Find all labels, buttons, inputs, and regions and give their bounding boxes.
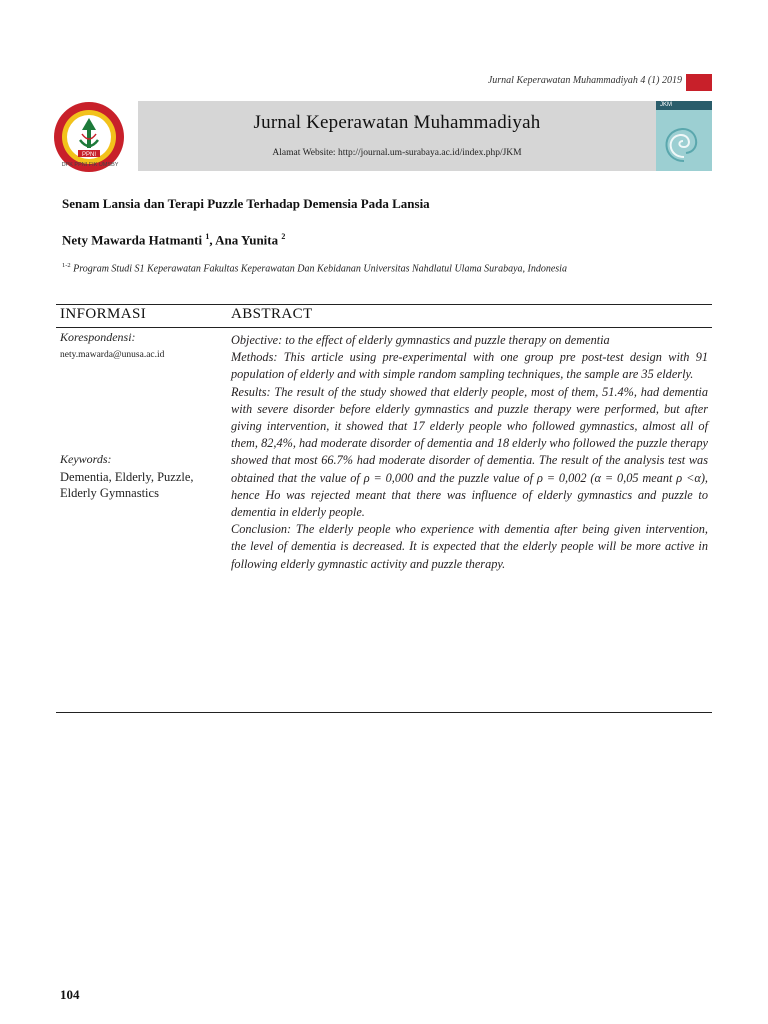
abstract-body — [231, 332, 708, 573]
journal-title: Jurnal Keperawatan Muhammadiyah — [253, 112, 541, 133]
page-number: 104 — [60, 987, 80, 1002]
abstract-heading: ABSTRACT — [231, 306, 313, 322]
affiliation-text: Program Studi S1 Keperawatan Fakultas Keperawatan Dan Kebidanan Universitas Nahdlatul Ulama Surabaya, Indonesia — [73, 263, 567, 275]
journal-cover-thumbnail — [656, 101, 712, 171]
affiliation — [62, 262, 567, 274]
cover-label: JKM — [660, 102, 672, 108]
correspondence-label: Korespondensi: — [60, 330, 136, 344]
author-2-sup: 2 — [281, 232, 286, 241]
section-bottom-rule — [56, 712, 712, 713]
correspondence-email: nety.mawarda@unusa.ac.id — [60, 350, 165, 360]
abstract-objective: Objective: to the effect of elderly gymnastics and puzzle therapy on dementia — [231, 333, 610, 347]
keywords-list: Dementia, Elderly, Puzzle, Elderly Gymnastics — [60, 470, 194, 500]
section-top-rule — [56, 304, 712, 305]
article-title: Senam Lansia dan Terapi Puzzle Terhadap Demensia Pada Lansia — [62, 196, 430, 211]
section-header-rule — [56, 327, 712, 328]
author-1-sup: 1 — [205, 232, 210, 241]
keywords-label: Keywords: — [60, 452, 112, 466]
abstract-conclusion: Conclusion: The elderly people who experience with dementia after being given intervention, the level of dementia is decreased. It is expected that the elderly people will be more active in following elderly gymnastic activity and puzzle therapy. — [231, 522, 708, 571]
author-1: Nety Mawarda Hatmanti — [62, 232, 203, 248]
header-accent-block — [686, 74, 712, 91]
journal-citation: Jurnal Keperawatan Muhammadiyah 4 (1) 2019 — [487, 75, 682, 86]
author-2: Ana Yunita — [215, 232, 279, 248]
author-separator: , — [209, 232, 216, 248]
author-line — [62, 232, 285, 248]
cover-swirl-icon — [656, 101, 712, 171]
abstract-results: Results: The result of the study showed that elderly people, most of them, 51.4%, had dementia with severe disorder before elderly gymnastics and puzzle therapy were performed, but after giving intervention, it showed that 17 elderly people who followed gymnastics, almost all of them, 82,4%, had moderate disorder of dementia and 18 elderly who followed the puzzle therapy showed that most 66.7% had moderate disorder of dementia. The result of the analysis test was obtained that the value of ρ = 0,000 and the puzzle value of ρ = 0,002 (α = 0,05 meant ρ <α), hence Ho was rejected meant that there was influence of elderly gymnastics and puzzle to dementia in elderly people. — [231, 384, 708, 520]
abstract-methods: Methods: This article using pre-experimental with one group pre post-test design with 91 population of elderly and with simple random sampling techniques, the sample are 35 elderly. — [231, 350, 708, 382]
logo-caption: DPK PPNI FIK UMSBY — [61, 162, 119, 168]
logo-text: PPNI — [81, 152, 97, 158]
informasi-heading: INFORMASI — [60, 306, 147, 322]
journal-website: Alamat Website: http://journal.um-surabaya.ac.id/index.php/JKM — [272, 148, 522, 158]
affiliation-sup: 1-2 — [62, 262, 71, 269]
